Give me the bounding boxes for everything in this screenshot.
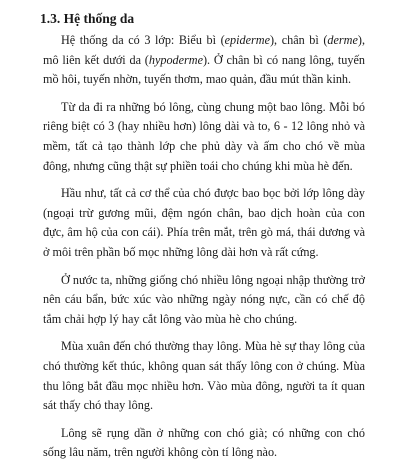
- term-hypoderme: hypoderme: [148, 52, 203, 67]
- section-body: [43, 31, 365, 471]
- text-run: ). Ở chân bì có nang lông, tuyến mồ hôi, tuyến nhờn, tuyến thơm, mao quản, đầu mút thần kinh.: [43, 52, 365, 87]
- text-run: ), mô liên kết dưới da (: [43, 33, 365, 67]
- paragraph-imported-breeds: Ở nước ta, những giống chó nhiều lông ngoại nhập thường trở nên cáu bẩn, bức xúc vào những ngày nóng nực, cần có chế độ tắm chải hợp lý hay cắt lông vào mùa hè cho chúng.: [43, 272, 365, 326]
- section-heading: [40, 10, 134, 28]
- text-run: Hệ thống da có 3 lớp: Biểu bì (: [61, 33, 225, 47]
- term-epiderme: epiderme: [224, 33, 270, 47]
- paragraph-coat-coverage: Hầu như, tất cả cơ thể của chó được bao bọc bởi lớp lông dày (ngoại trừ gương mũi, đệm ngón chân, bao dịch hoàn của con đực, âm hộ của con cái). Phía trên mắt, trên gò má, thái dương và ở môi trên phần bố mọc những lông dài hơn và rất cứng.: [43, 186, 365, 259]
- section-title: Hệ thống da: [63, 11, 135, 26]
- paragraph-skin-layers: [43, 31, 365, 90]
- paragraph-hair-bundles: Từ da đi ra những bó lông, cùng chung một bao lông. Mỗi bó riêng biệt có 3 (hay nhiều hơn) lông dài và to, 6 - 12 lông nhỏ và mềm, tất cả tạo thành lớp che phủ dày và ấm cho chó về mùa đông, nhưng cũng thật sự phiền toái cho chúng khi mùa hè đến.: [43, 99, 365, 173]
- text-run: ), chân bì (: [270, 33, 328, 47]
- paragraph-seasonal-shedding: Mùa xuân đến chó thường thay lông. Mùa hè sự thay lông của chó thường kết thúc, không quan sát thấy lông con ở chúng. Mùa thu lông bắt đầu mọc nhiều hơn. Vào mùa đông, người ta ít quan sát thấy chó thay lông.: [43, 339, 365, 413]
- section-number: 1.3.: [40, 11, 61, 26]
- term-derme: derme: [327, 33, 358, 47]
- paragraph-old-dogs: Lông sẽ rụng dần ở những con chó già; có những con chó sống lâu năm, trên người không còn tí lông nào.: [43, 425, 365, 460]
